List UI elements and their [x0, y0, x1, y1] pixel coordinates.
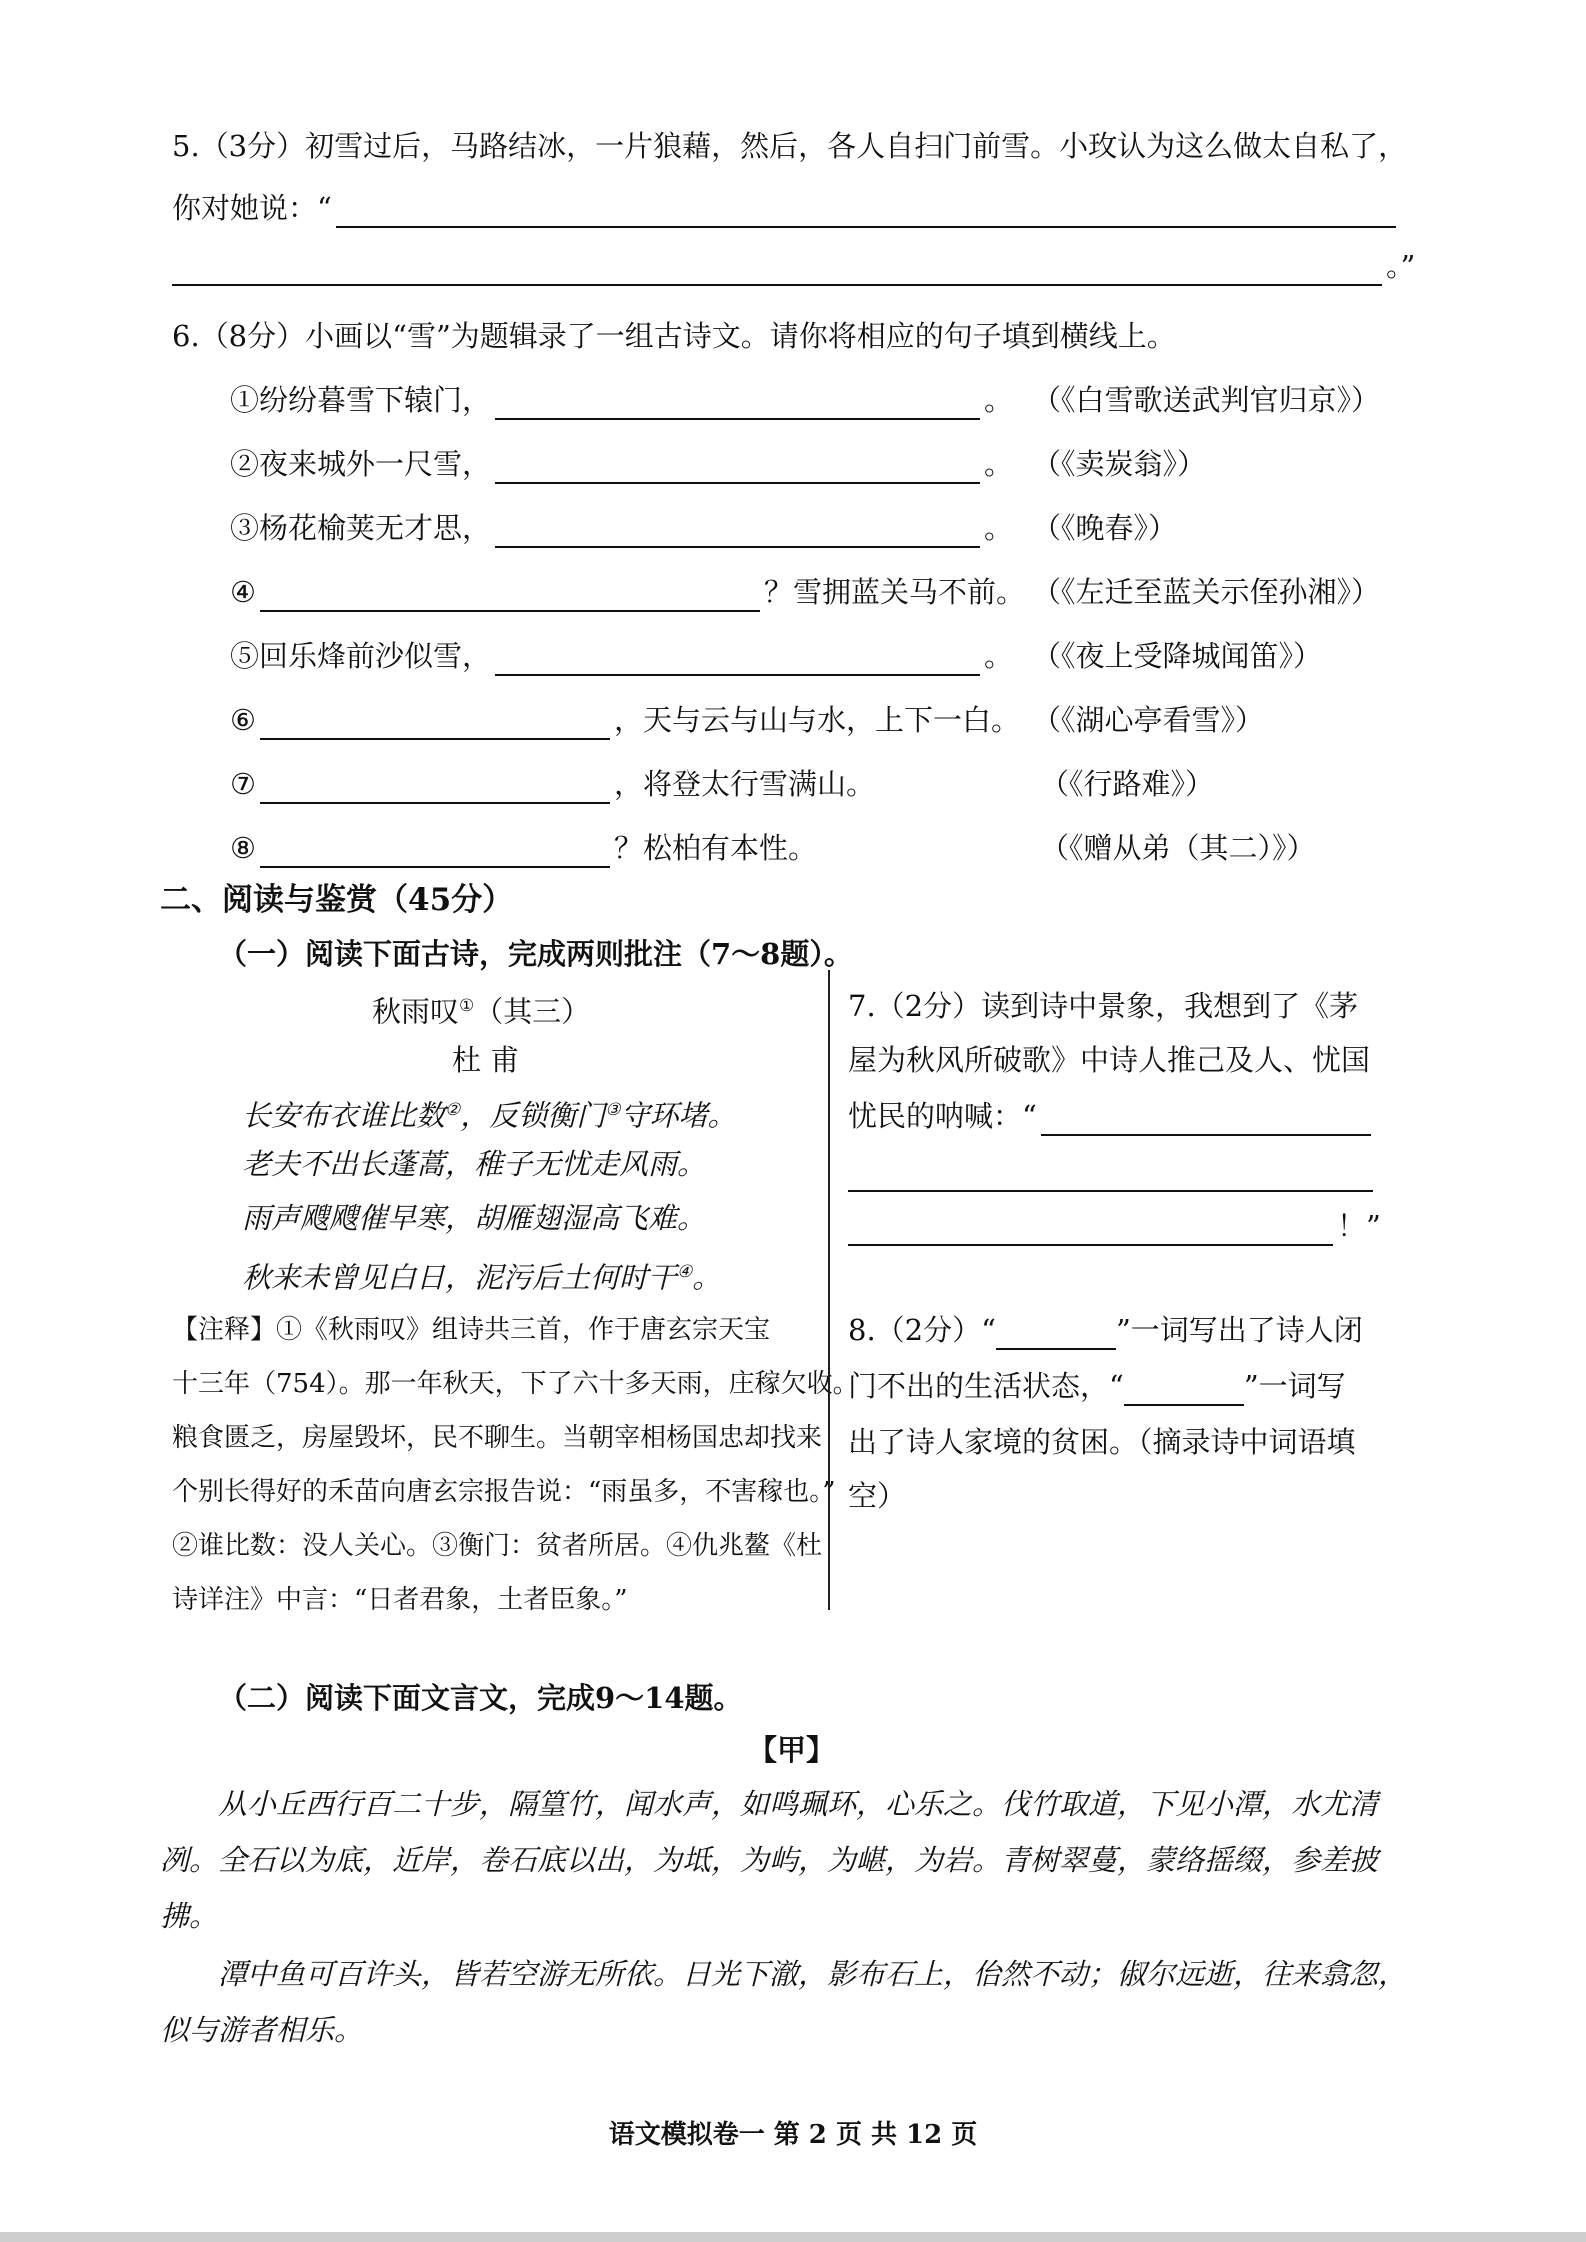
q6-title: 6.（8分）小画以“雪”为题辑录了一组古诗文。请你将相应的句子填到横线上。	[172, 319, 1176, 353]
q8-line3: 出了诗人家境的贫困。（摘录诗中词语填	[848, 1425, 1356, 1459]
q6-item-6	[230, 700, 1020, 740]
poem-line-1	[242, 1090, 737, 1136]
note-line-4: 个别长得好的禾苗向唐玄宗报告说：“雨虽多，不害稼也。”	[172, 1477, 836, 1507]
q6-item-5-blank[interactable]	[495, 644, 980, 676]
q6-item-2-prompt: ②夜来城外一尺雪，	[230, 447, 492, 481]
q6-item-5	[230, 636, 1013, 676]
q6-item-1-source: （《白雪歌送武判官归京》）	[1032, 383, 1381, 417]
poem-line-1-a: 长安布衣谁比数	[242, 1098, 446, 1133]
note-mark-3: ③	[605, 1100, 621, 1120]
q6-item-4-blank[interactable]	[260, 580, 760, 612]
q7-end: ！”	[1337, 1209, 1381, 1243]
q5-answer-blank-1[interactable]	[336, 196, 1396, 228]
q6-item-4-source: （《左迁至蓝关示侄孙湘》）	[1032, 575, 1381, 609]
q8-blank-2[interactable]	[1124, 1374, 1244, 1406]
q6-item-3	[230, 508, 1013, 548]
poem-title-text: 秋雨叹	[372, 994, 460, 1029]
q6-item-1	[230, 380, 1013, 420]
q5-line3	[172, 246, 1415, 286]
q6-item-7-blank[interactable]	[260, 772, 610, 804]
page-footer: 语文模拟卷一 第 2 页 共 12 页	[608, 2120, 978, 2150]
poem-line-2: 老夫不出长蓬蒿，稚子无忧走风雨。	[242, 1147, 707, 1181]
note-line-5: ②谁比数：没人关心。③衡门：贫者所居。④仇兆鳌《杜	[172, 1531, 823, 1561]
q6-item-3-prompt: ③杨花榆荚无才思，	[230, 511, 492, 545]
q6-item-5-punct: 。	[984, 639, 1014, 673]
q6-item-3-source: （《晚春》）	[1032, 511, 1178, 545]
passage-line-2: 冽。全石以为底，近岸，卷石底以出，为坻，为屿，为嵁，为岩。青树翠蔓，蒙络摇缀，参差披	[160, 1843, 1379, 1877]
q6-item-6-suffix: ，天与云与山与水，上下一白。	[614, 703, 1021, 737]
q7-line1: 7.（2分）读到诗中景象，我想到了《茅	[848, 989, 1359, 1023]
q8-line1-post: ”一词写出了诗人闭	[1115, 1313, 1363, 1347]
q6-item-8-source: （《赠从弟（其二）》）	[1040, 831, 1316, 865]
q8-line4: 空）	[848, 1479, 907, 1513]
q6-item-6-prompt: ⑥	[230, 703, 256, 737]
passage-line-5: 似与游者相乐。	[160, 2013, 364, 2047]
q6-item-8-suffix: ？松柏有本性。	[614, 831, 818, 865]
q6-item-4-prompt: ④	[230, 575, 256, 609]
q5-answer-blank-2[interactable]	[172, 254, 1382, 286]
q7-line5	[848, 1206, 1381, 1246]
q5-end: 。”	[1386, 249, 1416, 283]
poem-line-4-b: 。	[692, 1260, 722, 1295]
poem-line-1-b: ，反锁衡门	[460, 1098, 606, 1133]
q6-item-5-prompt: ⑤回乐烽前沙似雪，	[230, 639, 492, 673]
q6-item-2	[230, 444, 1013, 484]
note-mark-2: ②	[445, 1100, 461, 1120]
q6-item-3-punct: 。	[984, 511, 1014, 545]
q7-line2: 屋为秋风所破歌》中诗人推己及人、忧国	[848, 1043, 1371, 1077]
q6-item-4	[230, 572, 1025, 612]
q6-item-7-prompt: ⑦	[230, 767, 256, 801]
q6-item-7-suffix: ，将登太行雪满山。	[614, 767, 876, 801]
q5-prefix: 你对她说：“	[172, 191, 332, 225]
poem-line-4	[242, 1252, 721, 1298]
passage-line-3: 拂。	[160, 1899, 219, 1933]
poem-title-note-mark: ①	[459, 996, 475, 1016]
poem-author: 杜 甫	[452, 1043, 520, 1077]
note-line-6: 诗详注》中言：“日者君象，土者臣象。”	[172, 1585, 628, 1615]
q6-item-7-source: （《行路难》）	[1040, 767, 1215, 801]
q7-blank-3[interactable]	[848, 1214, 1333, 1246]
q6-item-3-blank[interactable]	[495, 516, 980, 548]
q5-line1: 5.（3分）初雪过后，马路结冰，一片狼藉，然后，各人自扫门前雪。小玫认为这么做太自私了，	[172, 129, 1408, 163]
q6-item-8-prompt: ⑧	[230, 831, 256, 865]
part1-title: （一）阅读下面古诗，完成两则批注（7～8题）。	[218, 937, 853, 971]
passage-line-4: 潭中鱼可百许头，皆若空游无所依。日光下澈，影布石上，佁然不动；俶尔远逝，往来翕忽，	[218, 1957, 1408, 1991]
q7-line4	[848, 1152, 1377, 1192]
q8-blank-1[interactable]	[996, 1318, 1116, 1350]
q7-blank-1[interactable]	[1041, 1104, 1371, 1136]
passage-line-1: 从小丘西行百二十步，隔篁竹，闻水声，如鸣珮环，心乐之。伐竹取道，下见小潭，水尤清	[218, 1787, 1379, 1821]
q6-item-2-source: （《卖炭翁》）	[1032, 447, 1207, 481]
q8-line2	[848, 1366, 1346, 1406]
q8-line1-pre: 8.（2分）“	[848, 1313, 996, 1347]
jia-label: 【甲】	[748, 1733, 836, 1767]
q6-item-7	[230, 764, 875, 804]
q5-line2	[172, 188, 1400, 228]
q6-item-5-source: （《夜上受降城闻笛》）	[1032, 639, 1323, 673]
poem-line-3: 雨声飕飕催早寒，胡雁翅湿高飞难。	[242, 1201, 707, 1235]
q6-item-6-blank[interactable]	[260, 708, 610, 740]
q8-line2-pre: 门不出的生活状态，“	[848, 1369, 1124, 1403]
q6-item-1-punct: 。	[984, 383, 1014, 417]
poem-line-1-c: 守环堵。	[620, 1098, 737, 1133]
column-divider	[828, 970, 830, 1610]
q7-line3	[848, 1096, 1375, 1136]
note-line-1: 【注释】①《秋雨叹》组诗共三首，作于唐玄宗天宝	[172, 1315, 771, 1345]
note-line-2: 十三年（754）。那一年秋天，下了六十多天雨，庄稼欠收。	[172, 1369, 859, 1399]
q6-item-1-prompt: ①纷纷暮雪下辕门，	[230, 383, 492, 417]
q6-item-1-blank[interactable]	[495, 388, 980, 420]
q6-item-4-suffix: ？雪拥蓝关马不前。	[764, 575, 1026, 609]
q8-line1	[848, 1310, 1363, 1350]
q6-item-8	[230, 828, 817, 868]
q6-item-2-blank[interactable]	[495, 452, 980, 484]
q6-item-8-blank[interactable]	[260, 836, 610, 868]
q7-line3-text: 忧民的呐喊：“	[848, 1099, 1037, 1133]
q6-item-2-punct: 。	[984, 447, 1014, 481]
part2-title: （二）阅读下面文言文，完成9～14题。	[218, 1681, 743, 1715]
poem-line-4-a: 秋来未曾见白日，泥污后土何时干	[242, 1260, 678, 1295]
note-line-3: 粮食匮乏，房屋毁坏，民不聊生。当朝宰相杨国忠却找来	[172, 1423, 823, 1453]
scan-edge	[0, 2232, 1586, 2242]
note-mark-4: ④	[677, 1262, 693, 1282]
q8-line2-post: ”一词写	[1243, 1369, 1346, 1403]
q6-item-6-source: （《湖心亭看雪》）	[1032, 703, 1265, 737]
q7-blank-2[interactable]	[848, 1160, 1373, 1192]
section2-title: 二、阅读与鉴赏（45分）	[160, 882, 514, 918]
poem-title	[372, 986, 590, 1032]
poem-title-suffix: （其三）	[474, 994, 591, 1029]
